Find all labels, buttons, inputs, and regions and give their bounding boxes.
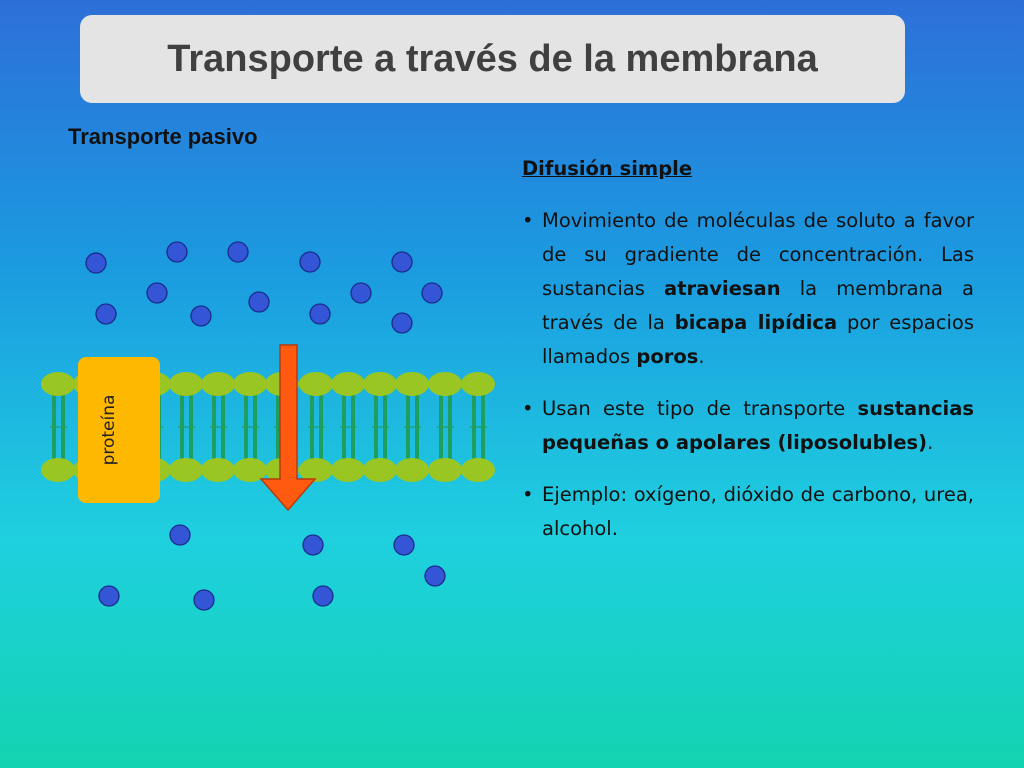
bullet-item — [522, 204, 974, 374]
solute-molecule — [313, 586, 333, 606]
solute-molecule — [99, 586, 119, 606]
solute-molecule — [300, 252, 320, 272]
slide-subtitle: Transporte pasivo — [68, 124, 258, 149]
solute-molecule — [392, 313, 412, 333]
bullet-text-bold: atraviesan — [664, 277, 781, 300]
bullet-item — [522, 392, 974, 460]
lipid-head — [428, 372, 462, 396]
bullet-dot-icon: • — [522, 209, 534, 232]
bullet-text-bold: poros — [636, 345, 699, 368]
protein-channel — [78, 357, 160, 503]
diffusion-arrow — [261, 345, 315, 510]
lipid-head — [363, 458, 397, 482]
solute-molecule — [249, 292, 269, 312]
bullet-text: . — [927, 431, 934, 454]
lipid-head — [299, 372, 333, 396]
solute-molecule — [170, 525, 190, 545]
lipid-head — [395, 458, 429, 482]
lipid-head — [428, 458, 462, 482]
lipid-head — [41, 372, 75, 396]
bullet-text: Usan este tipo de transporte — [542, 397, 858, 420]
lipid-head — [461, 372, 495, 396]
slide-title: Transporte a través de la membrana — [167, 37, 818, 80]
lipid-head — [395, 372, 429, 396]
bullet-text-bold: bicapa lipídica — [674, 311, 838, 334]
bullet-item — [522, 478, 974, 546]
solute-molecule — [422, 283, 442, 303]
lipid-head — [331, 458, 365, 482]
bullet-text: Movimiento de moléculas de soluto a favor de su gradiente de concentración. Las sustancias — [542, 209, 974, 300]
solute-molecule — [351, 283, 371, 303]
bullet-text: por espacios llamados — [542, 311, 974, 368]
lipid-head — [233, 372, 267, 396]
solute-molecule — [228, 242, 248, 262]
solute-molecule — [194, 590, 214, 610]
lipid-head — [331, 372, 365, 396]
bullet-list — [522, 204, 974, 546]
solute-molecule — [86, 253, 106, 273]
lipid-head — [169, 458, 203, 482]
lipid-head — [201, 458, 235, 482]
bullet-text-bold: sustancias pequeñas o apolares (liposolubles) — [542, 397, 974, 454]
solute-molecule — [310, 304, 330, 324]
solute-molecule — [167, 242, 187, 262]
lipid-head — [41, 458, 75, 482]
section-heading: Difusión simple — [522, 157, 693, 180]
solute-molecule — [303, 535, 323, 555]
bullet-text: Ejemplo: oxígeno, dióxido de carbono, urea, alcohol. — [542, 483, 974, 540]
solute-molecule — [147, 283, 167, 303]
bullet-text: la membrana a través de la — [542, 277, 975, 334]
lipid-head — [169, 372, 203, 396]
downward-arrow-icon — [261, 345, 315, 510]
protein-label: proteína — [99, 394, 119, 466]
bullet-dot-icon: • — [522, 483, 534, 506]
solute-molecule — [96, 304, 116, 324]
lipid-head — [201, 372, 235, 396]
lipid-head — [461, 458, 495, 482]
solute-molecule — [392, 252, 412, 272]
bullet-dot-icon: • — [522, 397, 534, 420]
lipid-head — [363, 372, 397, 396]
bullet-text: . — [698, 345, 705, 368]
solute-molecule — [394, 535, 414, 555]
solute-molecule — [425, 566, 445, 586]
protein-shape — [78, 357, 160, 503]
description-panel — [522, 152, 974, 564]
solute-molecule — [191, 306, 211, 326]
